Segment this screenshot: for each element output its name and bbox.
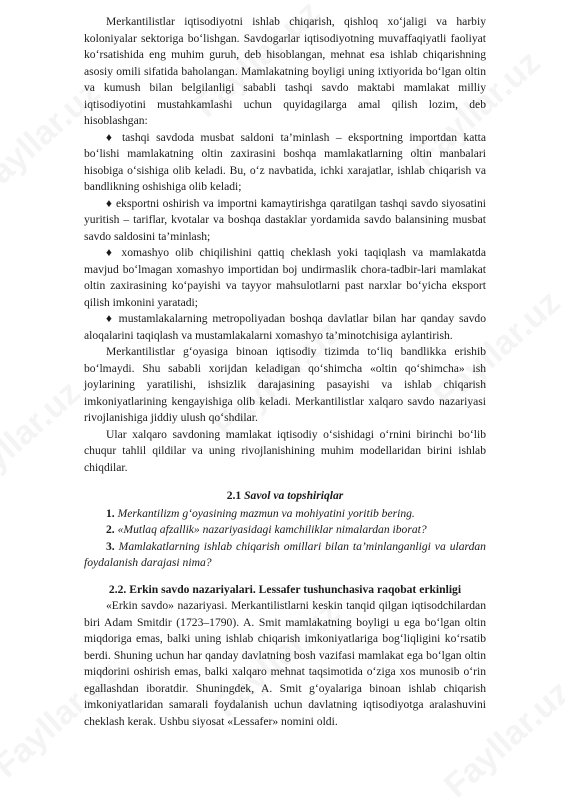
question-number: 2. — [106, 523, 115, 536]
subsection-heading: 2.2. Erkin savdo nazariyalari. Lessafer tushunchasiva raqobat erkinligi — [108, 582, 462, 596]
bullet-paragraph: ♦ eksportni oshirish va importni kamaytirishga qaratilgan tashqi savdo siyosatini yuritish – tariflar, kvotalar va boshqa dastaklar yordamida savdo balansining musbat savdo saldosini ta’minlash; — [84, 196, 486, 243]
question-text: Mamlakatlarning ishlab chiqarish omillari bilan ta’minlanganligi va ulardan foydalanish darajasi nima? — [84, 539, 486, 569]
body-paragraph: Ular xalqaro savdoning mamlakat iqtisodiy o‘sishidagi o‘rnini birinchi bo‘lib chuqur tahlil qildilar va uning rivojlanishining muhim modellaridan birini ishlab chiqdilar. — [84, 427, 486, 474]
body-paragraph: «Erkin savdo» nazariyasi. Merkantilistlarni keskin tanqid qilgan iqtisodchilardan biri Adam Smitdir (1723–1790). A. Smit mamlakatning boyligi u ega bo‘lgan oltin miqdoriga emas, balki uning ishlab chiqarish imkoniyatlariga bog‘liqligini ko‘rsatib berdi. Shuning uchun har qanday davlatning bosh vazifasi mamlakat ega bo‘lgan oltin miqdorini oshirish emas, balki xalqaro mehnat taqsimotida o‘ziga xos munosib o‘rin egallashdan iboratdir. Shuningdek, A. Smit g‘oyalariga binoan ishlab chiqarish imkoniyatlaridan samarali foydalanish uchun davlatning iqtisodiyotga aralashuvini cheklash kerak. Ushbu siyosat «Lessafer» nomini oldi. — [84, 599, 486, 728]
section-title: Savol va topshiriqlar — [244, 489, 344, 502]
page-body — [84, 14, 486, 730]
question-text: «Mutlaq afzallik» nazariyasidagi kamchiliklar nimalardan iborat? — [117, 523, 427, 536]
body-paragraph: Merkantilistlar g‘oyasiga binoan iqtisodiy tizimda to‘liq bandlikka erishib bo‘lmaydi. Shu sababli xorijdan keladigan qo‘shimcha «oltin qo‘shimcha» ish joylarining yaratilishi, ishsizlik darajasining pasayishi va ishlab chiqarish imkoniyatlarining kengayishiga olib keladi. Merkantilistlar xalqaro savdo nazariyasi rivojlanishiga jiddiy ulush qo‘shdilar. — [84, 345, 486, 424]
question-number: 3. — [106, 539, 115, 553]
question-item — [84, 506, 486, 523]
section-number: 2.1 — [226, 489, 242, 502]
bullet-paragraph: ♦ xomashyo olib chiqilishini qattiq cheklash yoki taqiqlash va mamlakatda mavjud bo‘lmagan xomashyo importidan boj undirmaslik chora-tadbir-lari mamlakat oltin zaxirasining ko‘payishi va tayyor mahsulotlarni past narxlar bo‘yicha eksport qilish imkonini yaratadi; — [84, 246, 486, 309]
body-paragraph: Merkantilistlar iqtisodiyotni ishlab chiqarish, qishloq xo‘jaligi va harbiy koloniyalar sektoriga bo‘lishgan. Savdogarlar iqtisodiyotning muvaffaqiyatli faoliyat ko‘rsatishida eng muhim guruh, deb hisoblangan, mehnat esa ishlab chiqarishning asosiy omili sifatida baholangan. Mamlakatning boyligi uning ixtiyorida bo‘lgan oltin va kumush bilan belgilanligi sababli tashqi savdo maktabi mamlakat milliy iqtisodiyotini mustahkamlashi uchun quyidagilarga amal qilish lozim, deb hisoblashgan: — [84, 15, 486, 127]
section-heading — [84, 488, 486, 505]
question-item — [84, 539, 486, 572]
bullet-paragraph: ♦ tashqi savdoda musbat saldoni ta’minlash – eksportning importdan katta bo‘lishi mamlakatning oltin zaxirasini boshqa mamlakatlarning oltin manbalari hisobiga o‘sishiga olib keladi. Bu, o‘z navbatida, ichki xarajatlar, ishlab chiqarish va bandlikning oshishiga olib keladi; — [84, 130, 486, 193]
bullet-paragraph: ♦ mustamlakalarning metropoliyadan boshqa davlatlar bilan har qanday savdo aloqalarini taqiqlash va mustamlakalarni xomashyo ta’minotchisiga aylantirish. — [84, 312, 486, 342]
question-text: Merkantilizm g‘oyasining mazmun va mohiyatini yoritib bering. — [117, 506, 415, 520]
question-number: 1. — [106, 506, 115, 520]
watermark — [0, 373, 88, 506]
question-item — [84, 522, 486, 539]
